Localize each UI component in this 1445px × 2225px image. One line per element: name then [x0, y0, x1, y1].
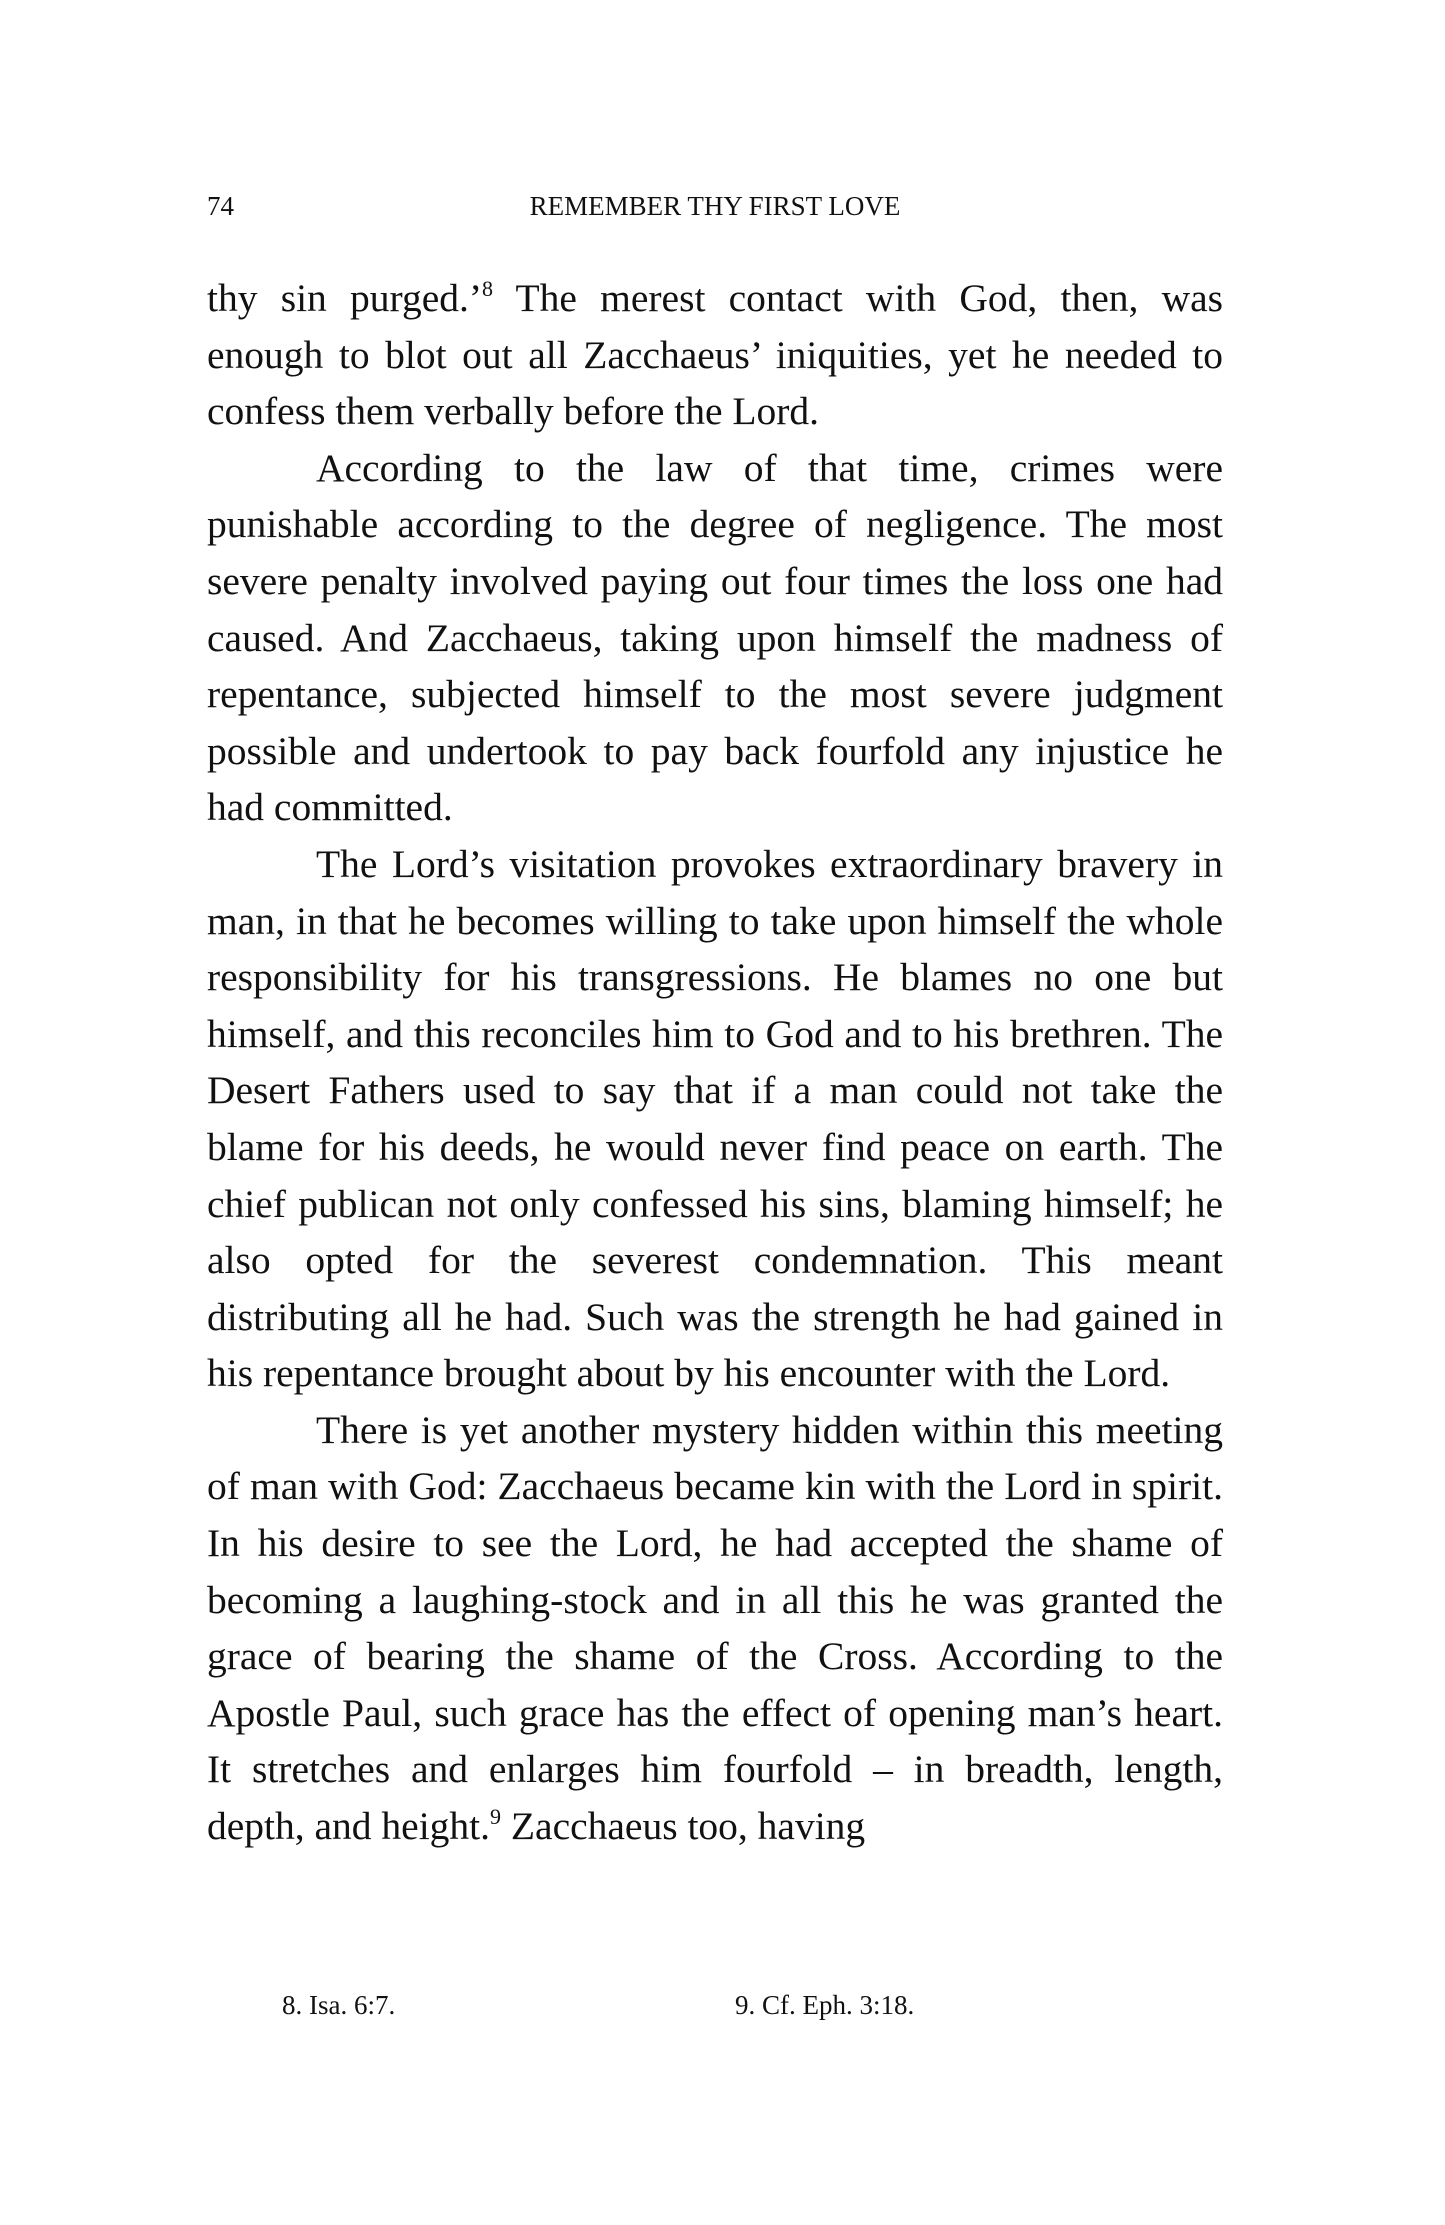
- text-run: thy sin purged.’: [207, 276, 483, 320]
- footnote-ref-9[interactable]: 9: [490, 1804, 502, 1830]
- text-run: There is yet another mystery hidden within this meeting of man with God: Zacchaeus became kin with the Lord in spirit. In his desire to see the Lord, he had accepted the shame of becoming a laughing-stock and in all this he was granted the grace of bearing the shame of the Cross. According to the Apostle Paul, such grace has the effect of opening man’s heart. It stretches and enlarges him fourfold – in breadth, length, depth, and height.: [207, 1407, 1223, 1849]
- footnotes: [207, 1985, 1223, 2025]
- running-title: REMEMBER THY FIRST LOVE: [529, 191, 901, 221]
- text-run: According to the law of that time, crimes were punishable according to the degree of negligence. The most severe penalty involved paying out four times the loss one had caused. And Zacchaeus, taking upon himself the madness of repentance, subjected himself to the most severe judgment possible and undertook to pay back fourfold any injustice he had committed.: [207, 445, 1223, 830]
- page-number: 74: [207, 191, 234, 221]
- running-head: [207, 186, 1223, 226]
- paragraph: [207, 836, 1223, 1402]
- paragraph: [207, 440, 1223, 836]
- footnote-9: 9. Cf. Eph. 3:18.: [735, 1990, 915, 2020]
- footnote-ref-8[interactable]: 8: [482, 276, 494, 301]
- text-run: The merest contact with God, then, was enough to blot out all Zacchaeus’ iniquities, yet he needed to confess them verbally before the Lord.: [207, 276, 1224, 434]
- paragraph: [207, 270, 1223, 440]
- text-run: The Lord’s visitation provokes extraordinary bravery in man, in that he becomes willing to take upon himself the whole responsibility for his transgressions. He blames no one but himself, and this reconciles him to God and to his brethren. The Desert Fathers used to say that if a man could not take the blame for his deeds, he would never find peace on earth. The chief publican not only confessed his sins, blaming himself; he also opted for the severest condemnation. This meant distributing all he had. Such was the strength he had gained in his repentance brought about by his encounter with the Lord.: [207, 841, 1223, 1396]
- footnote-8: 8. Isa. 6:7.: [282, 1990, 396, 2020]
- body-text: [207, 270, 1223, 1855]
- text-run: Zacchaeus too, having: [501, 1804, 866, 1849]
- paragraph: [207, 1402, 1223, 1855]
